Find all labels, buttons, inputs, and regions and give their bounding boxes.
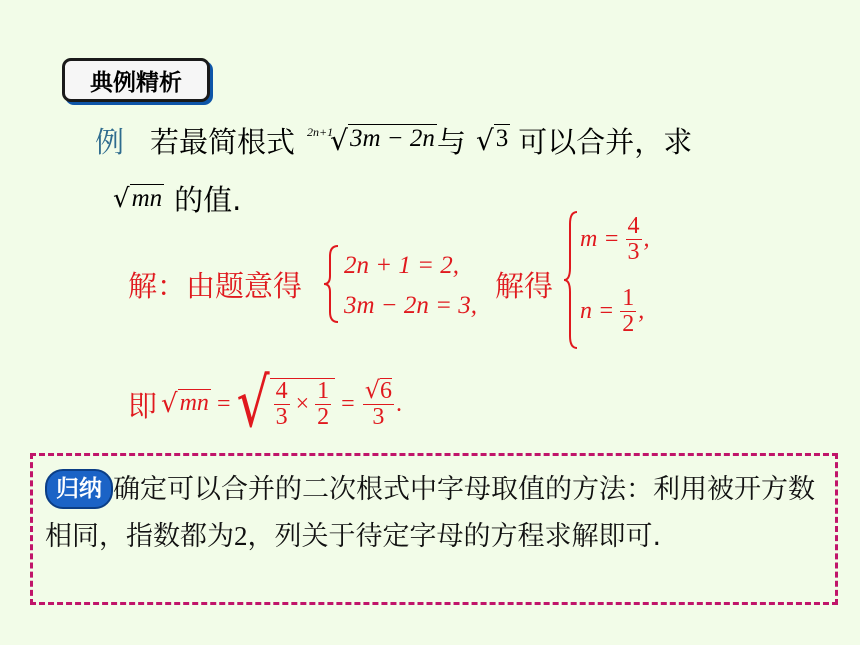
radical-sign: √ bbox=[330, 124, 348, 157]
problem-text-2: 与 bbox=[436, 125, 466, 159]
final-result: 即 √ mn = √ $\frac{4}{3}$ × $\frac{1}{2}$ = √ 6 3 . bbox=[128, 364, 403, 443]
section-badge-label: 典例精析 bbox=[90, 69, 182, 96]
fraction-four-thirds: $\frac{4}{3}$ bbox=[275, 378, 288, 431]
equation-1: 2n + 1 = 2, bbox=[344, 252, 459, 279]
problem-line-2 bbox=[113, 178, 241, 219]
left-brace-system bbox=[322, 244, 342, 324]
problem-text-3: 可以合并，求 bbox=[518, 125, 693, 159]
equation-system bbox=[344, 248, 477, 324]
summary-number: 2 bbox=[234, 521, 248, 551]
left-brace-solution bbox=[562, 210, 580, 350]
fraction-n: $\frac{1}{2}$ bbox=[622, 285, 635, 338]
root-index: 2n+1 bbox=[307, 125, 334, 139]
solution-intro: 解：由题意得 bbox=[128, 269, 303, 303]
problem-text-4: 的值. bbox=[174, 183, 242, 217]
summary-box bbox=[30, 453, 838, 605]
equation-2: 3m − 2n = 3, bbox=[344, 292, 478, 319]
final-sqrt-mn: √ mn bbox=[161, 389, 209, 420]
example-label: 例 bbox=[95, 125, 125, 159]
solution-m: m = $\frac{4}{3}$ , bbox=[580, 213, 650, 266]
problem-text-1: 若最简根式 bbox=[150, 125, 296, 159]
summary-badge: 归纳 bbox=[45, 469, 113, 509]
solution-n: n = $\frac{1}{2}$ , bbox=[580, 285, 645, 338]
fraction-one-half: $\frac{1}{2}$ bbox=[317, 378, 330, 431]
summary-text-b: ，列关于待定字母的方程求解即可. bbox=[247, 521, 662, 552]
summary-text-a: 确定可以合并的二次根式中字母取值的方法：利用被开方数相同，指数都为 bbox=[45, 474, 815, 552]
solved-label: 解得 bbox=[495, 269, 554, 303]
final-label: 即 bbox=[128, 388, 158, 423]
fraction-root6-over-3: √ 6 3 bbox=[364, 376, 393, 431]
final-big-sqrt: √ $\frac{4}{3}$ × $\frac{1}{2}$ bbox=[236, 378, 335, 430]
nth-root-expression bbox=[307, 124, 437, 157]
radicand: 3m − 2n bbox=[348, 124, 437, 157]
fraction-m: $\frac{4}{3}$ bbox=[627, 213, 640, 266]
summary-text bbox=[45, 466, 825, 560]
sqrt-three: √ 3 bbox=[475, 124, 509, 157]
section-badge bbox=[62, 58, 210, 102]
sqrt-mn: √ mn bbox=[113, 183, 163, 214]
problem-line-1 bbox=[95, 120, 692, 161]
